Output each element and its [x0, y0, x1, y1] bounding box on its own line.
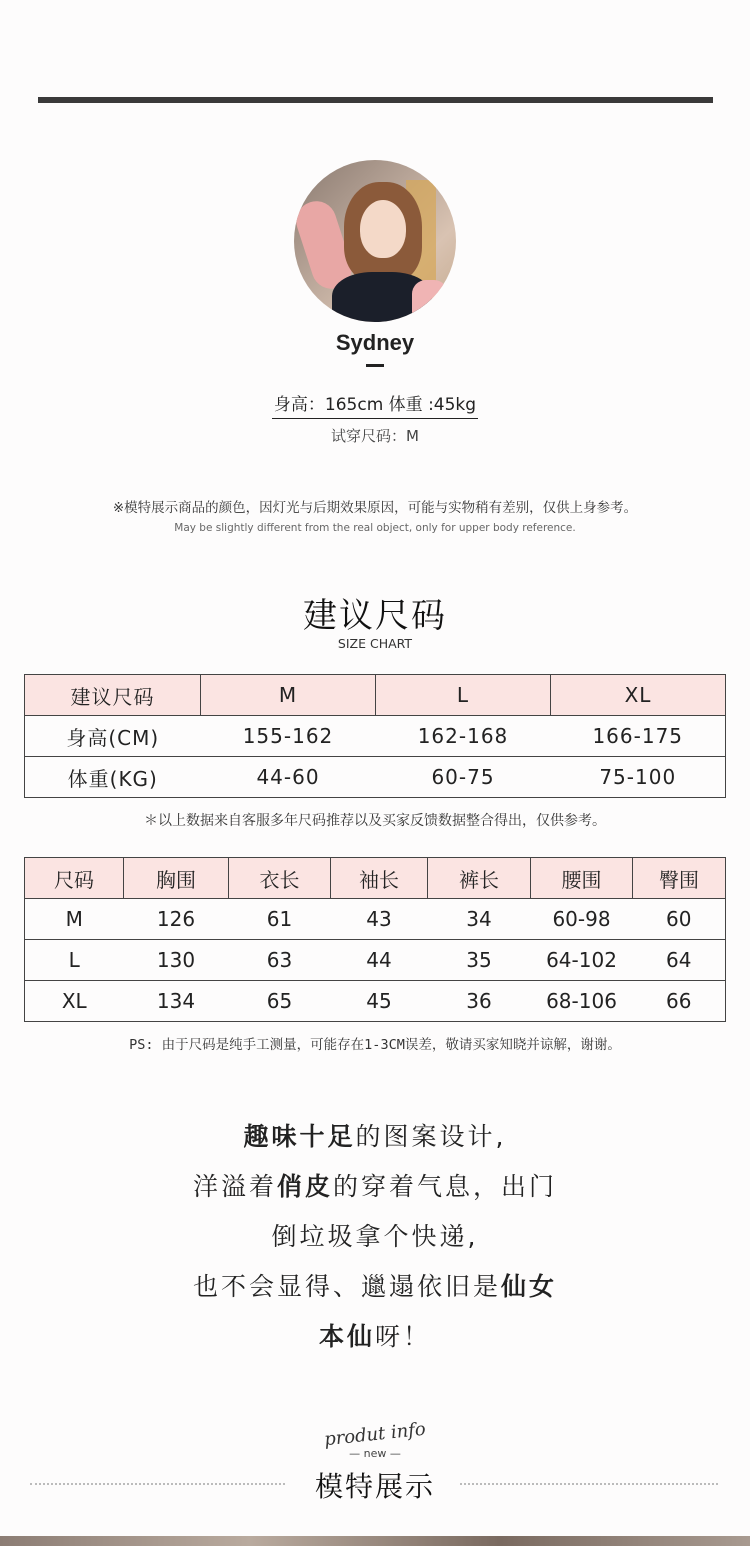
table-cell: 166-175: [551, 716, 726, 757]
header-cell: M: [201, 675, 376, 716]
poem-line-4: [0, 1268, 750, 1318]
poem-line-2: [0, 1168, 750, 1218]
header-cell: 袖长: [331, 858, 428, 899]
table-cell: 60-75: [376, 757, 551, 798]
model-stats: [0, 390, 750, 419]
table-cell: 130: [124, 940, 229, 981]
poem-text: 洋溢着: [192, 1172, 277, 1201]
product-info-script-text: produt info: [323, 1418, 427, 1451]
model-display-title: 模特展示: [314, 1470, 435, 1503]
table-cell: 64: [633, 940, 726, 981]
table-cell: 60: [633, 899, 726, 940]
table-cell: 36: [428, 981, 531, 1022]
header-cell: L: [376, 675, 551, 716]
table-cell: 61: [229, 899, 331, 940]
header-cell: 腰围: [531, 858, 633, 899]
color-notice-cn: ※模特展示商品的颜色，因灯光与后期效果原因，可能与实物稍有差别，仅供上身参考。: [112, 500, 638, 516]
poem-emphasis: 俏皮: [276, 1172, 333, 1201]
model-name: Sydney: [335, 330, 415, 355]
table-row: [25, 899, 726, 940]
table-cell: 126: [124, 899, 229, 940]
header-cell: 臀围: [633, 858, 726, 899]
poem-emphasis: 趣味十足: [243, 1122, 356, 1151]
trial-size: 试穿尺码：M: [331, 427, 419, 445]
poem-emphasis: 仙女: [501, 1272, 558, 1301]
name-underline: [366, 364, 384, 367]
top-divider: [38, 97, 713, 103]
header-cell: 胸围: [124, 858, 229, 899]
table-cell: L: [25, 940, 124, 981]
table-cell: 66: [633, 981, 726, 1022]
table-cell: 63: [229, 940, 331, 981]
table-row: [25, 716, 726, 757]
table-row: [25, 940, 726, 981]
header-cell: 尺码: [25, 858, 124, 899]
table-cell: 35: [428, 940, 531, 981]
product-info-new: — new —: [349, 1447, 401, 1460]
table-cell: 45: [331, 981, 428, 1022]
table-cell: 134: [124, 981, 229, 1022]
table-header-row: [25, 675, 726, 716]
table-cell: 44-60: [201, 757, 376, 798]
poem-line-1: [0, 1118, 750, 1168]
poem-text: 也不会显得、邋遢依旧是: [192, 1272, 501, 1301]
table-cell: 65: [229, 981, 331, 1022]
table-cell: 34: [428, 899, 531, 940]
table-cell: 68-106: [531, 981, 633, 1022]
header-cell: 裤长: [428, 858, 531, 899]
poem-text: 呀！: [375, 1322, 432, 1351]
header-cell: 建议尺码: [25, 675, 201, 716]
table-cell: 体重(KG): [25, 757, 201, 798]
table-row: [25, 757, 726, 798]
table-cell: 43: [331, 899, 428, 940]
recommend-note: ＊以上数据来自客服多年尺码推荐以及买家反馈数据整合得出，仅供参考。: [144, 813, 606, 829]
model-stats-text: 身高：165cm 体重 :45kg: [272, 390, 478, 419]
color-notice-en: May be slightly different from the real object, only for upper body reference.: [174, 522, 576, 534]
header-cell: 衣长: [229, 858, 331, 899]
table-cell: 75-100: [551, 757, 726, 798]
table-cell: 44: [331, 940, 428, 981]
poem-line-5: [0, 1318, 750, 1368]
header-cell: XL: [551, 675, 726, 716]
poem-text: 的穿着气息，出门: [333, 1172, 558, 1201]
size-chart-title: 建议尺码: [303, 596, 447, 636]
poem-text: 的图案设计,: [355, 1122, 507, 1151]
model-avatar: [294, 160, 456, 322]
table-cell: XL: [25, 981, 124, 1022]
measurement-table: [24, 857, 726, 1022]
poem-line-3: [0, 1218, 750, 1268]
poem-text: 倒垃圾拿个快递,: [271, 1222, 479, 1251]
table-header-row: [25, 858, 726, 899]
recommend-size-table: [24, 674, 726, 798]
table-cell: M: [25, 899, 124, 940]
table-cell: 60-98: [531, 899, 633, 940]
table-cell: 155-162: [201, 716, 376, 757]
product-description: [0, 1118, 750, 1368]
product-info-script: [0, 1418, 750, 1451]
table-cell: 身高(CM): [25, 716, 201, 757]
table-row: [25, 981, 726, 1022]
table-cell: 162-168: [376, 716, 551, 757]
photo-strip: [0, 1536, 750, 1546]
measurement-ps-note: PS: 由于尺码是纯手工测量，可能存在1-3CM误差，敬请买家知晓并谅解，谢谢。: [129, 1037, 621, 1053]
size-chart-subtitle: SIZE CHART: [337, 636, 413, 651]
poem-emphasis: 本仙: [318, 1322, 375, 1351]
table-cell: 64-102: [531, 940, 633, 981]
